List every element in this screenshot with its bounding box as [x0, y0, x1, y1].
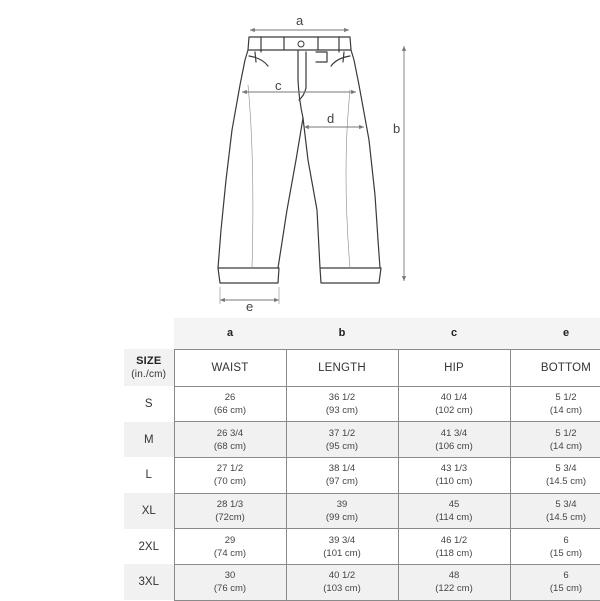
hip-inch: 41 3/4 — [399, 427, 510, 440]
size-row-2xl — [124, 529, 600, 565]
column-header-length: LENGTH — [286, 349, 398, 386]
size-label: M — [124, 422, 174, 458]
length-cell — [286, 493, 398, 529]
hip-cell — [398, 422, 510, 458]
hip-inch: 48 — [399, 569, 510, 582]
column-header-bottom: BOTTOM — [510, 349, 600, 386]
bottom-cell — [510, 386, 600, 422]
waist-cm: (68 cm) — [175, 440, 286, 453]
length-cm: (103 cm) — [287, 582, 398, 595]
length-cm: (95 cm) — [287, 440, 398, 453]
bottom-cm: (15 cm) — [511, 582, 600, 595]
hip-cell — [398, 564, 510, 600]
bottom-cell — [510, 564, 600, 600]
dim-label-e: e — [246, 299, 253, 314]
bottom-cell — [510, 529, 600, 565]
size-row-s — [124, 386, 600, 422]
hip-inch: 43 1/3 — [399, 462, 510, 475]
column-header-waist: WAIST — [174, 349, 286, 386]
waist-cell — [174, 493, 286, 529]
corner-cell — [124, 318, 174, 349]
hip-cell — [398, 529, 510, 565]
hip-inch: 46 1/2 — [399, 534, 510, 547]
dim-label-d: d — [327, 111, 334, 126]
letter-b: b — [286, 318, 398, 349]
waist-inch: 29 — [175, 534, 286, 547]
length-inch: 37 1/2 — [287, 427, 398, 440]
hip-cell — [398, 386, 510, 422]
bottom-inch: 6 — [511, 534, 600, 547]
size-label: S — [124, 386, 174, 422]
bottom-inch: 5 3/4 — [511, 462, 600, 475]
waist-inch: 26 3/4 — [175, 427, 286, 440]
waist-cell — [174, 529, 286, 565]
size-row-m — [124, 422, 600, 458]
size-header-title: SIZE — [124, 355, 174, 368]
measurement-letter-row — [124, 318, 600, 349]
bottom-inch: 5 3/4 — [511, 498, 600, 511]
hip-cm: (118 cm) — [399, 547, 510, 560]
size-row-3xl — [124, 564, 600, 600]
dim-label-b: b — [393, 121, 400, 136]
length-inch: 40 1/2 — [287, 569, 398, 582]
size-label: 3XL — [124, 564, 174, 600]
column-header-row — [124, 349, 600, 386]
waist-inch: 26 — [175, 391, 286, 404]
waist-cm: (72cm) — [175, 511, 286, 524]
size-header-unit: (in./cm) — [131, 369, 166, 380]
bottom-cell — [510, 493, 600, 529]
hip-cm: (102 cm) — [399, 404, 510, 417]
waist-cell — [174, 457, 286, 493]
bottom-cm: (15 cm) — [511, 547, 600, 560]
bottom-inch: 5 1/2 — [511, 391, 600, 404]
hip-inch: 40 1/4 — [399, 391, 510, 404]
letter-e: e — [510, 318, 600, 349]
letter-a: a — [174, 318, 286, 349]
length-inch: 38 1/4 — [287, 462, 398, 475]
size-header — [124, 349, 174, 386]
dim-label-c: c — [275, 78, 282, 93]
bottom-cell — [510, 457, 600, 493]
length-cm: (97 cm) — [287, 475, 398, 488]
hip-cell — [398, 493, 510, 529]
bottom-inch: 5 1/2 — [511, 427, 600, 440]
hip-cm: (106 cm) — [399, 440, 510, 453]
length-cm: (99 cm) — [287, 511, 398, 524]
waist-inch: 27 1/2 — [175, 462, 286, 475]
waist-inch: 28 1/3 — [175, 498, 286, 511]
waist-cm: (74 cm) — [175, 547, 286, 560]
waist-cell — [174, 422, 286, 458]
length-inch: 39 — [287, 498, 398, 511]
length-cm: (101 cm) — [287, 547, 398, 560]
dim-label-a: a — [296, 13, 304, 28]
waist-cm: (76 cm) — [175, 582, 286, 595]
bottom-cm: (14 cm) — [511, 440, 600, 453]
length-cell — [286, 386, 398, 422]
waist-cm: (70 cm) — [175, 475, 286, 488]
hip-cell — [398, 457, 510, 493]
length-cm: (93 cm) — [287, 404, 398, 417]
column-header-hip: HIP — [398, 349, 510, 386]
hip-inch: 45 — [399, 498, 510, 511]
length-cell — [286, 529, 398, 565]
hip-cm: (114 cm) — [399, 511, 510, 524]
size-rows — [124, 386, 600, 600]
waist-cm: (66 cm) — [175, 404, 286, 417]
bottom-cm: (14 cm) — [511, 404, 600, 417]
bottom-cm: (14.5 cm) — [511, 475, 600, 488]
length-cell — [286, 457, 398, 493]
hip-cm: (110 cm) — [399, 475, 510, 488]
waist-inch: 30 — [175, 569, 286, 582]
letter-c: c — [398, 318, 510, 349]
length-cell — [286, 422, 398, 458]
size-label: XL — [124, 493, 174, 529]
length-inch: 36 1/2 — [287, 391, 398, 404]
size-chart-table — [124, 318, 600, 601]
size-row-l — [124, 457, 600, 493]
waist-cell — [174, 564, 286, 600]
bottom-inch: 6 — [511, 569, 600, 582]
hip-cm: (122 cm) — [399, 582, 510, 595]
bottom-cell — [510, 422, 600, 458]
length-inch: 39 3/4 — [287, 534, 398, 547]
size-label: 2XL — [124, 529, 174, 565]
size-label: L — [124, 457, 174, 493]
length-cell — [286, 564, 398, 600]
bottom-cm: (14.5 cm) — [511, 511, 600, 524]
waist-cell — [174, 386, 286, 422]
size-row-xl — [124, 493, 600, 529]
